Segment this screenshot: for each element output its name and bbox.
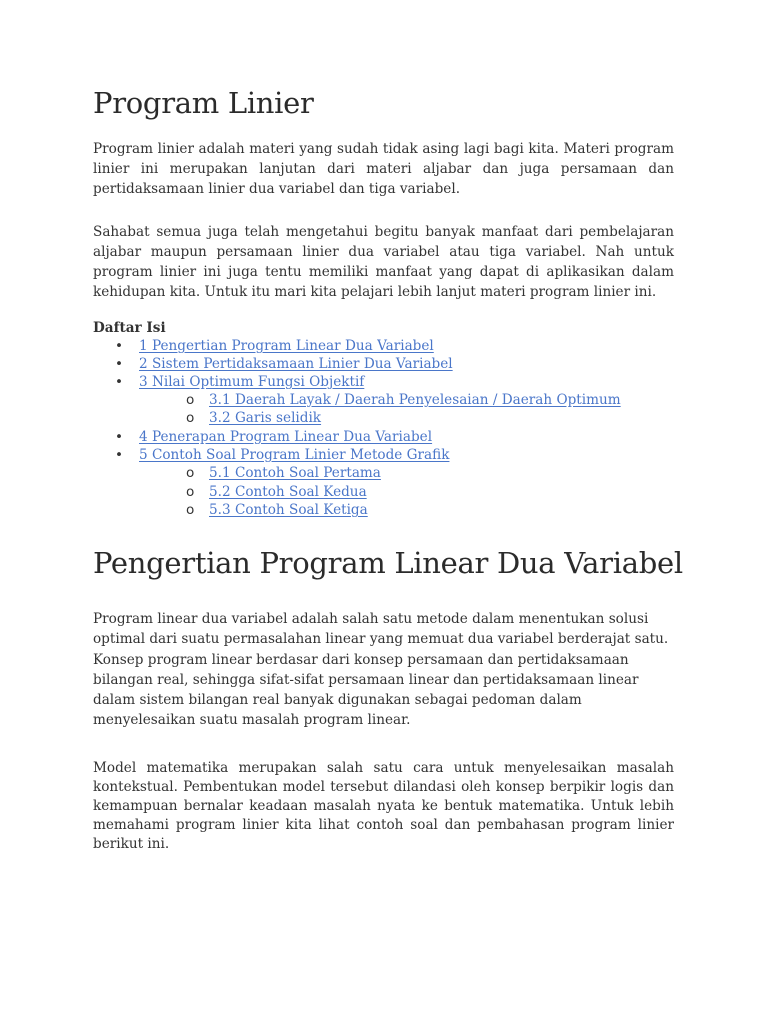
circle-bullet-icon: o xyxy=(186,392,195,408)
circle-bullet-icon: o xyxy=(186,502,195,518)
bullet-icon: • xyxy=(115,429,124,445)
toc-link-5-2[interactable]: 5.2 Contoh Soal Kedua xyxy=(209,484,367,500)
toc-link-3-2[interactable]: 3.2 Garis selidik xyxy=(209,410,322,426)
section-paragraph-1: Program linear dua variabel adalah salah satu metode dalam menentukan solusi optimal dari suatu permasalahan linear yang memuat dua variabel berderajat satu. Konsep program linear berdasar dari konsep persamaan dan pertidaksamaan bilangan real, sehingga sifat-sifat persamaan linear dan pertidaksamaan linear dalam sistem bilangan real banyak digunakan sebagai pedoman dalam menyelesaikan suatu masalah program linear. xyxy=(93,611,669,729)
toc-link-3-1[interactable]: 3.1 Daerah Layak / Daerah Penyelesaian / Daerah Optimum xyxy=(209,392,621,408)
bullet-icon: • xyxy=(115,447,124,463)
toc-title: Daftar Isi xyxy=(93,320,166,336)
toc-link-3[interactable]: 3 Nilai Optimum Fungsi Objektif xyxy=(139,374,365,390)
intro-paragraph-2: Sahabat semua juga telah mengetahui begitu banyak manfaat dari pembelajaran aljabar maupun persamaan linier dua variabel atau tiga variabel. Nah untuk program linier ini juga tentu memiliki manfaat yang dapat di aplikasikan dalam kehidupan kita. Untuk itu mari kita pelajari lebih lanjut materi program linier ini. xyxy=(93,224,674,300)
section-paragraph-2: Model matematika merupakan salah satu cara untuk menyelesaikan masalah kontekstual. Pembentukan model tersebut dilandasi oleh konsep berpikir logis dan kemampuan bernalar keadaan masalah nyata ke bentuk matematika. Untuk lebih memahami program linier kita lihat contoh soal dan pembahasan program linier berikut ini. xyxy=(93,760,674,852)
toc-link-5-3[interactable]: 5.3 Contoh Soal Ketiga xyxy=(209,502,368,518)
toc-link-5[interactable]: 5 Contoh Soal Program Linier Metode Grafik xyxy=(139,447,450,463)
circle-bullet-icon: o xyxy=(186,484,195,500)
page-title: Program Linier xyxy=(93,86,314,120)
circle-bullet-icon: o xyxy=(186,410,195,426)
toc-link-5-1[interactable]: 5.1 Contoh Soal Pertama xyxy=(209,465,381,481)
bullet-icon: • xyxy=(115,338,124,354)
toc-link-2[interactable]: 2 Sistem Pertidaksamaan Linier Dua Variabel xyxy=(139,356,453,372)
section-heading: Pengertian Program Linear Dua Variabel xyxy=(93,546,683,580)
intro-paragraph-1: Program linier adalah materi yang sudah tidak asing lagi bagi kita. Materi program linier ini merupakan lanjutan dari materi aljabar dan juga persamaan dan pertidaksamaan linier dua variabel dan tiga variabel. xyxy=(93,141,674,197)
circle-bullet-icon: o xyxy=(186,465,195,481)
toc-link-4[interactable]: 4 Penerapan Program Linear Dua Variabel xyxy=(139,429,433,445)
bullet-icon: • xyxy=(115,374,124,390)
bullet-icon: • xyxy=(115,356,124,372)
toc-link-1[interactable]: 1 Pengertian Program Linear Dua Variabel xyxy=(139,338,434,354)
